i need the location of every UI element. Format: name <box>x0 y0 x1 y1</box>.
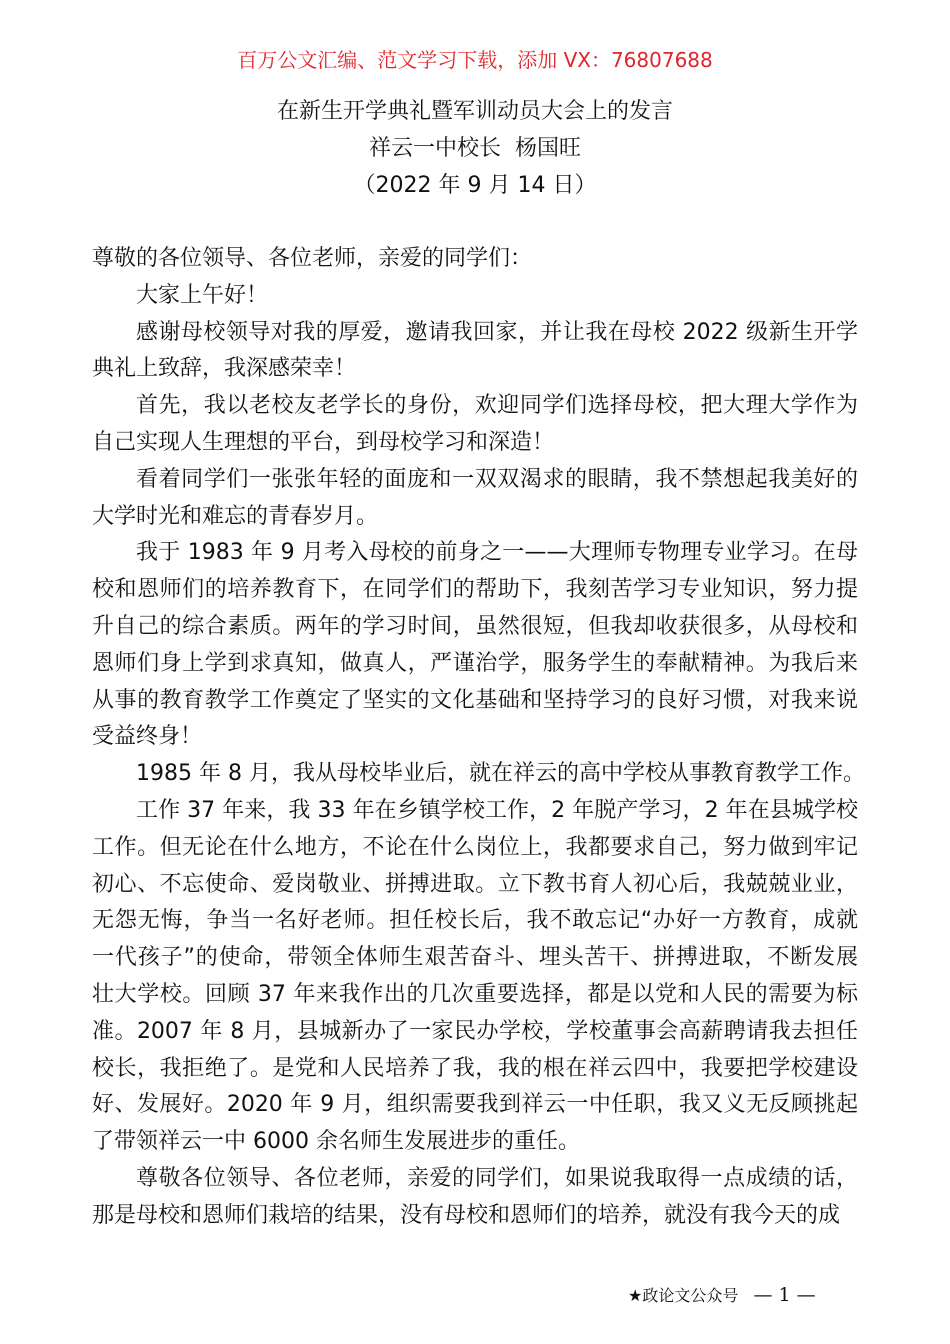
title-block <box>0 94 950 204</box>
text-line: 感谢母校领导对我的厚爱，邀请我回家，并让我在母校 2022 级新生开学 <box>136 319 858 345</box>
text-line: 校长，我拒绝了。是党和人民培养了我，我的根在祥云四中，我要把学校建设 <box>92 1055 858 1081</box>
text-line: 看着同学们一张张年轻的面庞和一双双渴求的眼睛，我不禁想起我美好的 <box>136 466 858 492</box>
text-line: 首先，我以老校友老学长的身份，欢迎同学们选择母校，把大理大学作为 <box>136 393 858 419</box>
paragraph <box>92 315 858 389</box>
text-line: 升自己的综合素质。两年的学习时间，虽然很短，但我却收获很多，从母校和 <box>92 613 858 639</box>
text-line: 了带领祥云一中 6000 余名师生发展进步的重任。 <box>92 1129 580 1155</box>
page-number: — 1 — <box>753 1284 816 1306</box>
paragraph <box>92 278 858 315</box>
paragraph <box>92 1161 858 1235</box>
speech-date: （2022 年 9 月 14 日） <box>353 172 597 198</box>
salutation <box>92 241 858 278</box>
paragraph <box>92 388 858 462</box>
document-body <box>92 241 865 1235</box>
text-line: 大家上午好！ <box>136 282 269 308</box>
paragraph <box>92 793 858 1161</box>
text-line: 尊敬的各位领导、各位老师，亲爱的同学们： <box>92 246 533 271</box>
text-line: 从事的教育教学工作奠定了坚实的文化基础和坚持学习的良好习惯，对我来说 <box>92 687 858 713</box>
text-line: 一代孩子”的使命，带领全体师生艰苦奋斗、埋头苦干、拼搏进取，不断发展 <box>92 945 858 971</box>
text-line: 典礼上致辞，我深感荣幸！ <box>92 356 357 382</box>
speech-title: 在新生开学典礼暨军训动员大会上的发言 <box>276 99 673 124</box>
speech-author: 祥云一中校长 杨国旺 <box>369 135 581 161</box>
paragraph <box>92 462 858 536</box>
text-line: 大学时光和难忘的青春岁月。 <box>92 503 379 529</box>
text-line: 我于 1983 年 9 月考入母校的前身之一——大理师专物理专业学习。在母 <box>136 540 858 566</box>
text-line: 工作 37 年来，我 33 年在乡镇学校工作，2 年脱产学习，2 年在县城学校 <box>136 797 858 823</box>
text-line: 好、发展好。2020 年 9 月，组织需要我到祥云一中任职，我又义无反顾挑起 <box>92 1092 858 1118</box>
text-line: 准。2007 年 8 月，县城新办了一家民办学校，学校董事会高薪聘请我去担任 <box>92 1018 858 1044</box>
text-line: 无怨无悔，争当一名好老师。担任校长后，我不敢忘记“办好一方教育，成就 <box>92 908 858 934</box>
paragraph <box>92 756 865 793</box>
text-line: 工作。但无论在什么地方，不论在什么岗位上，我都要求自己，努力做到牢记 <box>92 834 858 860</box>
text-line: 尊敬各位领导、各位老师，亲爱的同学们，如果说我取得一点成绩的话， <box>136 1165 858 1191</box>
text-line: 那是母校和恩师们栽培的结果，没有母校和恩师们的培养，就没有我今天的成 <box>92 1202 841 1228</box>
text-line: 壮大学校。回顾 37 年来我作出的几次重要选择，都是以党和人民的需要为标 <box>92 981 858 1007</box>
text-line: 1985 年 8 月，我从母校毕业后，就在祥云的高中学校从事教育教学工作。 <box>136 761 865 787</box>
watermark-banner: 百万公文汇编、范文学习下载，添加 VX：76807688 <box>237 48 713 72</box>
text-line: 校和恩师们的培养教育下，在同学们的帮助下，我刻苦学习专业知识，努力提 <box>92 577 858 603</box>
text-line: 初心、不忘使命、爱岗敬业、拼搏进取。立下教书育人初心后，我兢兢业业， <box>92 871 858 897</box>
text-line: 受益终身！ <box>92 724 203 750</box>
text-line: 恩师们身上学到求真知，做真人，严谨治学，服务学生的奉献精神。为我后来 <box>92 650 858 676</box>
paragraph <box>92 535 858 756</box>
text-line: 自己实现人生理想的平台，到母校学习和深造！ <box>92 429 555 455</box>
footer-source: ★政论文公众号 <box>628 1286 739 1305</box>
page-footer <box>628 1284 816 1307</box>
